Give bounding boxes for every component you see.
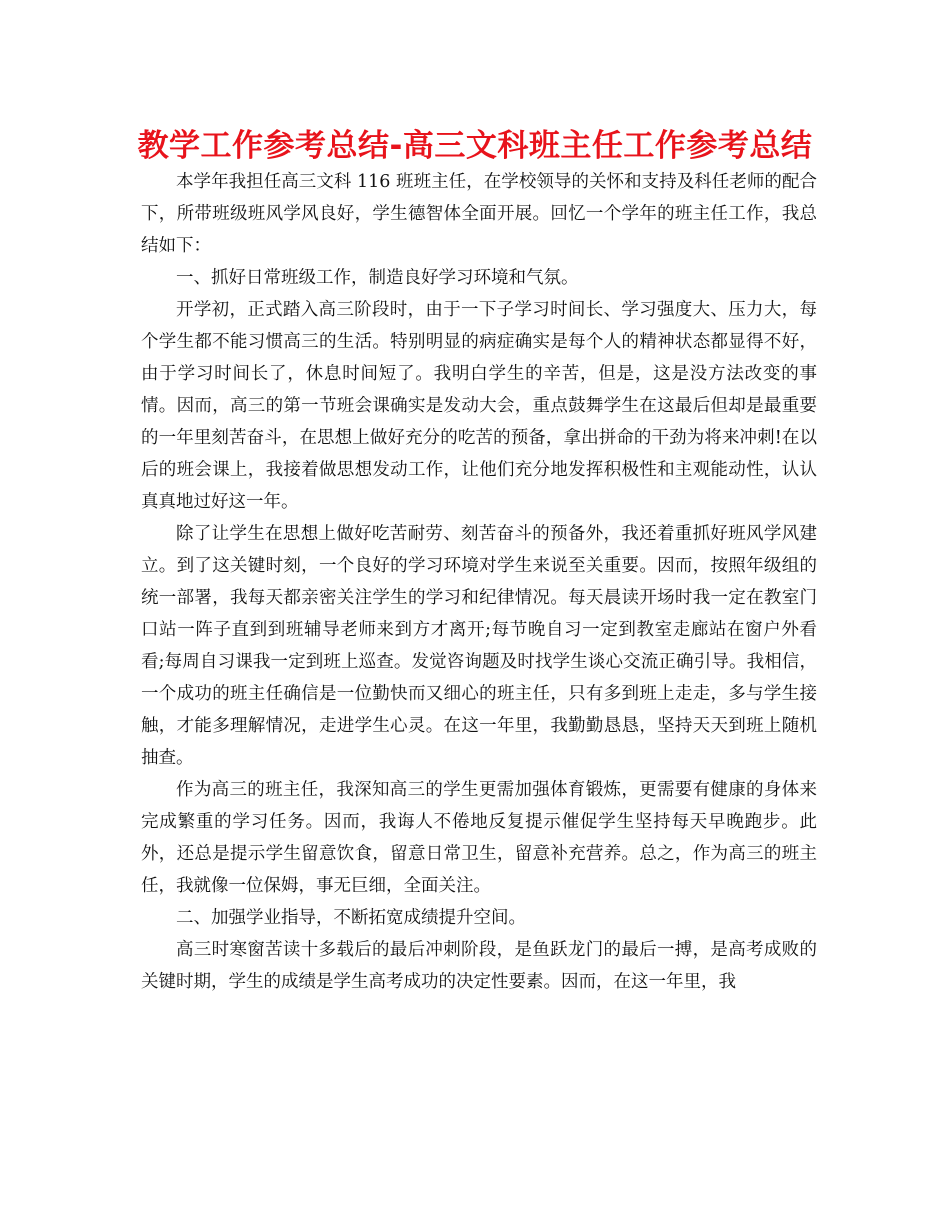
section-heading-1: 一、抓好日常班级工作，制造良好学习环境和气氛。: [176, 268, 579, 288]
section-heading-2: 二、加强学业指导，不断拓宽成绩提升空间。: [176, 908, 526, 928]
paragraph-intro: 本学年我担任高三文科 116 班班主任，在学校领导的关怀和支持及科任老师的配合下，所带班级班风学风良好，学生德智体全面开展。回忆一个学年的班主任工作，我总结如下：: [141, 172, 817, 256]
document-body: [141, 166, 817, 998]
document-title: 教学工作参考总结-高三文科班主任工作参考总结: [137, 128, 813, 164]
paragraph: 作为高三的班主任，我深知高三的学生更需加强体育锻炼，更需要有健康的身体来完成繁重的学习任务。因而，我诲人不倦地反复提示催促学生坚持每天早晚跑步。此外，还总是提示学生留意饮食，留意日常卫生，留意补充营养。总之，作为高三的班主任，我就像一位保姆，事无巨细，全面关注。: [141, 780, 817, 896]
paragraph: 除了让学生在思想上做好吃苦耐劳、刻苦奋斗的预备外，我还着重抓好班风学风建立。到了这关键时刻，一个良好的学习环境对学生来说至关重要。因而，按照年级组的统一部署，我每天都亲密关注学生的学习和纪律情况。每天晨读开场时我一定在教室门口站一阵子直到到班辅导老师来到方才离开;每节晚自习一定到教室走廊站在窗户外看看;每周自习课我一定到班上巡查。发觉咨询题及时找学生谈心交流正确引导。我相信，一个成功的班主任确信是一位勤快而又细心的班主任，只有多到班上走走，多与学生接触，才能多理解情况，走进学生心灵。在这一年里，我勤勤恳恳，坚持天天到班上随机抽查。: [141, 524, 817, 768]
paragraph: 开学初，正式踏入高三阶段时，由于一下子学习时间长、学习强度大、压力大，每个学生都不能习惯高三的生活。特别明显的病症确实是每个人的精神状态都显得不好，由于学习时间长了，休息时间短了。我明白学生的辛苦，但是，这是没方法改变的事情。因而，高三的第一节班会课确实是发动大会，重点鼓舞学生在这最后但却是最重要的一年里刻苦奋斗，在思想上做好充分的吃苦的预备，拿出拼命的干劲为将来冲刺!在以后的班会课上，我接着做思想发动工作，让他们充分地发挥积极性和主观能动性，认认真真地过好这一年。: [141, 300, 817, 512]
paragraph: 高三时寒窗苦读十多载后的最后冲刺阶段，是鱼跃龙门的最后一搏，是高考成败的关键时期，学生的成绩是学生高考成功的决定性要素。因而，在这一年里，我: [141, 940, 817, 992]
